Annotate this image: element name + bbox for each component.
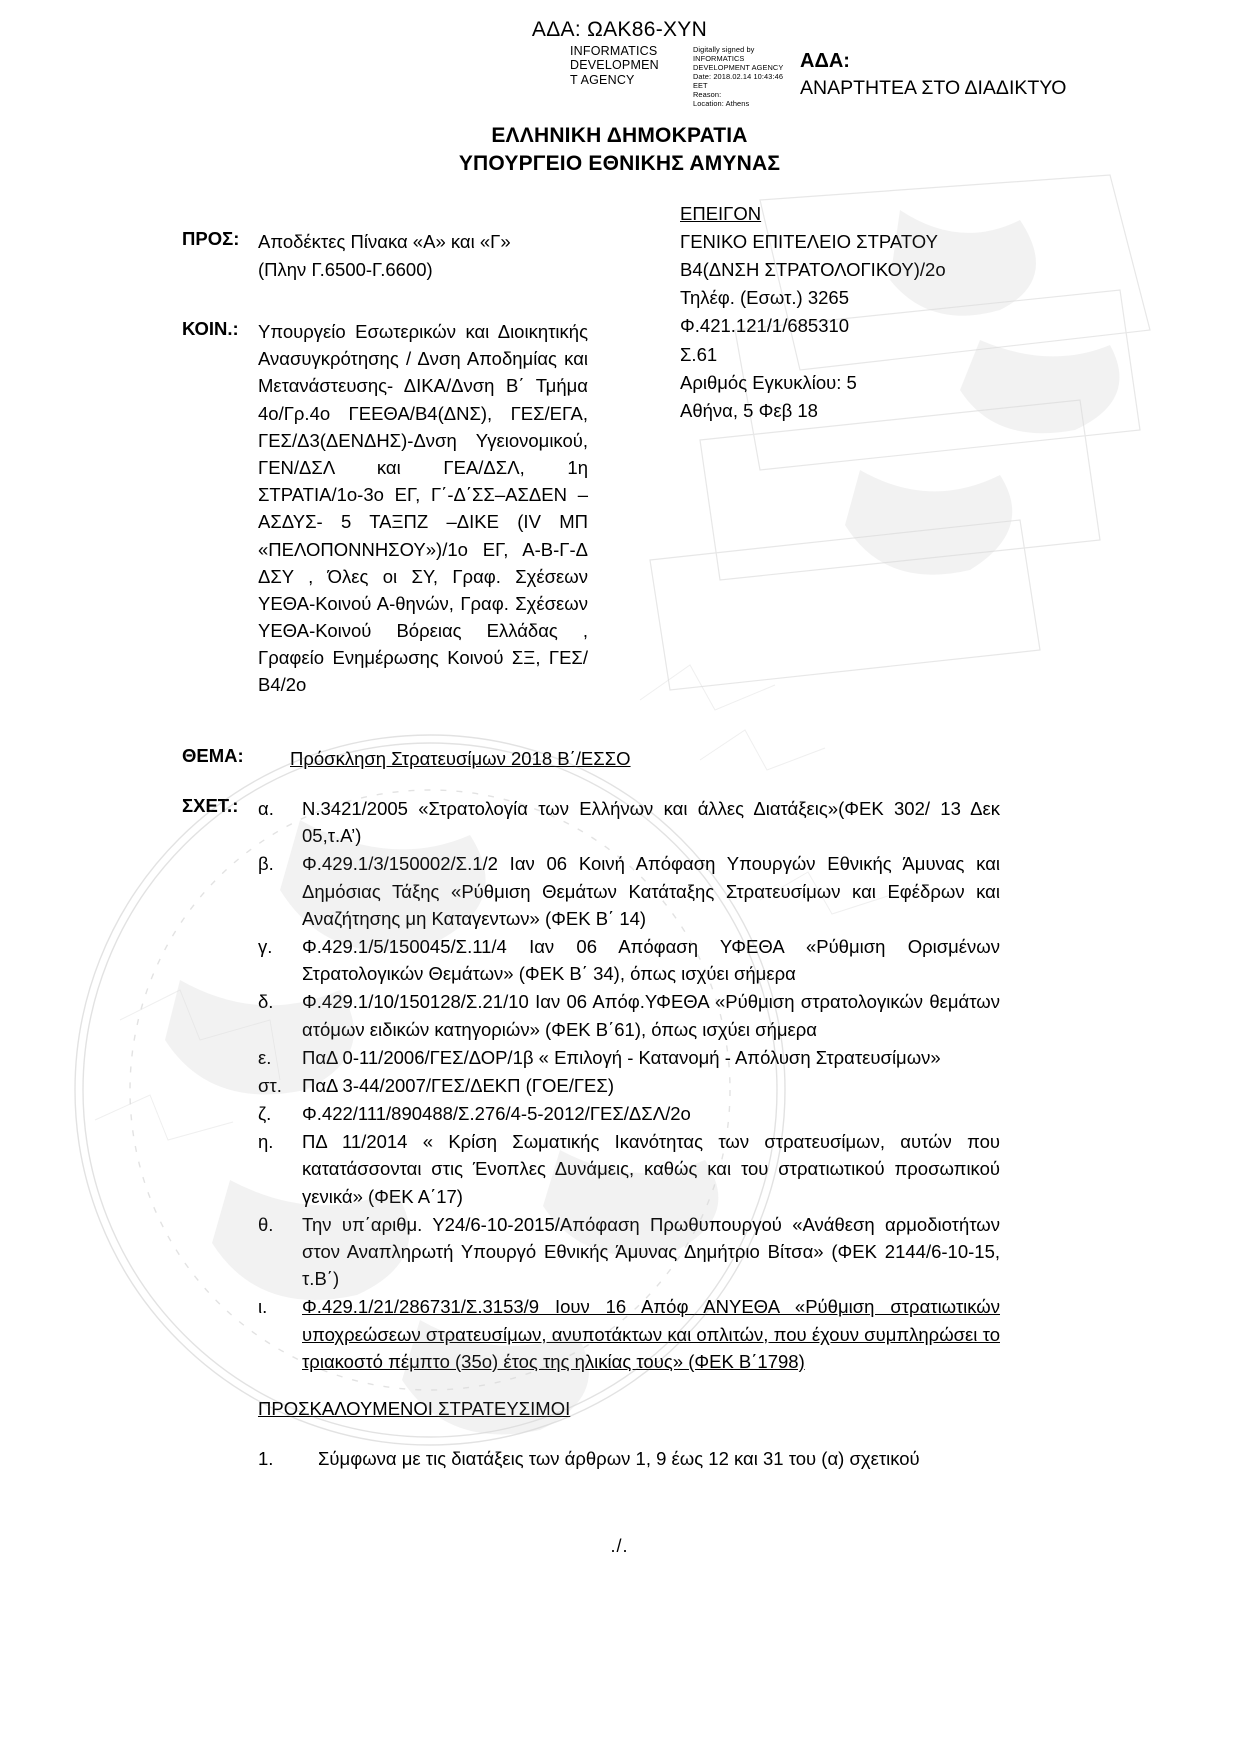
reference-key: η. [258, 1131, 274, 1153]
reference-key: ζ. [258, 1103, 272, 1125]
cc-text: Υπουργείο Εσωτερικών και Διοικητικής Ανασυγκρότησης / Δνση Αποδημίας και Μετανάστευσης- ΔΙΚΑ/Δνση Β΄ Τμήμα 4ο/Γρ.4ο ΓΕΕΘΑ/Β4(ΔΝΣ), ΓΕΣ/ΕΓΑ, ΓΕΣ/Δ3(ΔΕΝΔΗΣ)-Δνση Υγειονομικού, ΓΕΝ/ΔΣΛ και ΓΕΑ/ΔΣΛ, 1η ΣΤΡΑΤΙΑ/1ο-3ο ΕΓ, Γ΄-Δ΄ΣΣ–ΑΣΔΕΝ – ΑΣΔΥΣ- 5 ΤΑΞΠΖ –ΔΙΚΕ (IV ΜΠ «ΠΕΛΟΠΟΝΝΗΣΟΥ»)/1ο ΕΓ, Α-Β-Γ-Δ ΔΣΥ , Όλες οι ΣΥ, Γραφ. Σχέσεων ΥΕΘΑ-Κοινού Α-θηνών, Γραφ. Σχέσεων ΥΕΘΑ-Κοινού Βόρειας Ελλάδας , Γραφείο Ενημέρωσης Κοινού ΣΞ, ΓΕΣ/Β4/2ο [258, 321, 588, 696]
reference-item [258, 988, 1000, 1042]
digital-signature-stamp [570, 44, 820, 108]
ada-status-block [800, 48, 1066, 101]
reference-text: Φ.429.1/3/150002/Σ.1/2 Ιαν 06 Κοινή Απόφαση Υπουργών Εθνικής Άμυνας και Δημόσιας Τάξης «Ρύθμιση Θεμάτων Κατάταξης Στρατευσίμων και Εφέδρων και Αναζήτησης μη Καταγεντων» (ΦΕΚ Β΄ 14) [302, 853, 1000, 929]
page-title-line-1: ΕΛΛΗΝΙΚΗ ΔΗΜΟΚΡΑΤΙΑ [491, 124, 748, 147]
cc-label: ΚΟΙΝ.: [182, 318, 239, 339]
reference-text: Φ.429.1/21/286731/Σ.3153/9 Ιουν 16 Απόφ ΑΝΥΕΘΑ «Ρύθμιση στρατιωτικών υποχρεώσεων στρατευσίμων, ανυποτάκτων και οπλιτών, που έχουν συμπληρώσει το τριακοστό πέμπτο (35ο) έτος της ηλικίας τους» (ΦΕΚ Β΄1798) [302, 1296, 1000, 1372]
signature-details [693, 44, 815, 108]
issue-date: Αθήνα, 5 Φεβ 18 [680, 399, 818, 421]
reference-key: θ. [258, 1213, 274, 1235]
signature-detail-1: Digitally signed by [693, 45, 755, 54]
recipients-line-1: Αποδέκτες Πίνακα «Α» και «Γ» [258, 231, 511, 252]
recipients-text [258, 228, 638, 284]
subject-text: Πρόσκληση Στρατευσίμων 2018 Β΄/ΕΣΣΟ [290, 748, 631, 769]
reference-item [258, 933, 1000, 987]
reference-text: Την υπ΄αριθμ. Υ24/6-10-2015/Απόφαση Πρωθυπουργού «Ανάθεση αρμοδιοτήτων στον Αναπληρωτή Υπουργό Εθνικής Άμυνας Δημήτριο Βίτσα» (ΦΕΚ 2144/6-10-15, τ.Β΄) [302, 1213, 1000, 1290]
paragraph-text: Σύμφωνα με τις διατάξεις των άρθρων 1, 9 έως 12 και 31 του (α) σχετικού [318, 1448, 920, 1469]
references-label: ΣΧΕΤ.: [182, 795, 239, 816]
reference-item [258, 1211, 1000, 1293]
reference-key: γ. [258, 935, 273, 957]
reference-item [258, 1100, 1000, 1127]
reference-text: ΠαΔ 3-44/2007/ΓΕΣ/ΔΕΚΠ (ΓΟΕ/ΓΕΣ) [302, 1074, 614, 1096]
reference-item [258, 1072, 1000, 1099]
issuing-unit-block [680, 200, 946, 425]
signature-org-line-1: INFORMATICS [570, 44, 658, 58]
reference-key: δ. [258, 991, 274, 1013]
signature-org [570, 44, 688, 108]
signature-org-line-2: DEVELOPMEN [570, 58, 659, 73]
ada-label: ΑΔΑ: [800, 50, 850, 72]
signature-detail-2: INFORMATICS [693, 54, 745, 64]
paragraph-number: 1. [258, 1448, 274, 1469]
unit-protocol: Φ.421.121/1/685310 [680, 315, 850, 337]
reference-key: ι. [258, 1296, 268, 1318]
reference-text: ΠαΔ 0-11/2006/ΓΕΣ/ΔΟΡ/1β « Επιλογή - Κατανομή - Απόλυση Στρατευσίμων» [302, 1046, 941, 1068]
urgency-label: ΕΠΕΙΓΟΝ [680, 203, 762, 224]
signature-org-line-3: T AGENCY [570, 72, 635, 87]
reference-item [258, 795, 1000, 849]
recipients-line-2: (Πλην Γ.6500-Γ.6600) [258, 258, 433, 280]
unit-phone: Τηλέφ. (Εσωτ.) 3265 [680, 287, 850, 309]
reference-text: Φ.422/111/890488/Σ.276/4-5-2012/ΓΕΣ/ΔΣΛ/2ο [302, 1103, 691, 1125]
reference-key: στ. [258, 1074, 282, 1096]
page-continuation-mark: ./. [610, 1536, 629, 1556]
unit-line-1: ΓΕΝΙΚΟ ΕΠΙΤΕΛΕΙΟ ΣΤΡΑΤΟΥ [680, 231, 938, 253]
circular-number: Αριθμός Εγκυκλίου: 5 [680, 371, 857, 393]
unit-serial: Σ.61 [680, 343, 718, 365]
reference-item [258, 850, 1000, 932]
reference-key: β. [258, 853, 274, 875]
ada-code: ΑΔΑ: ΩΑΚ86-ΧΥΝ [531, 18, 708, 41]
recipients-label: ΠΡΟΣ: [182, 228, 240, 249]
subject-label: ΘΕΜΑ: [182, 745, 244, 766]
reference-item [258, 1293, 1000, 1375]
reference-key: α. [258, 798, 274, 819]
signature-detail-7: Location: Athens [693, 99, 750, 109]
reference-item [258, 1044, 1000, 1071]
reference-text: ΠΔ 11/2014 « Κρίση Σωματικής Ικανότητας των στρατευσίμων, αυτών που κατατάσσονται στις Ένοπλες Δυνάμεις, καθώς και του στρατιωτικού προσωπικού γενικά» (ΦΕΚ Α΄17) [302, 1131, 1000, 1207]
reference-text: Ν.3421/2005 «Στρατολογία των Ελλήνων και άλλες Διατάξεις»(ΦΕΚ 302/ 13 Δεκ 05,τ.Α’) [302, 798, 1000, 847]
reference-text: Φ.429.1/10/150128/Σ.21/10 Ιαν 06 Απόφ.ΥΦΕΘΑ «Ρύθμιση στρατολογικών θεμάτων ατόμων ειδικών κατηγοριών» (ΦΕΚ Β΄61), όπως ισχύει σήμερα [302, 991, 1000, 1040]
reference-item [258, 1128, 1000, 1210]
signature-detail-3: DEVELOPMENT AGENCY [693, 63, 784, 73]
ada-status-text: ΑΝΑΡΤΗΤΕΑ ΣΤΟ ΔΙΑΔΙΚΤΥΟ [800, 77, 1067, 99]
numbered-paragraph [258, 1448, 1000, 1470]
page-title-line-2: ΥΠΟΥΡΓΕΙΟ ΕΘΝΙΚΗΣ ΑΜΥΝΑΣ [458, 152, 781, 175]
unit-line-2: Β4(ΔΝΣΗ ΣΤΡΑΤΟΛΟΓΙΚΟΥ)/2ο [680, 259, 946, 281]
references-list [258, 795, 1000, 1376]
reference-text: Φ.429.1/5/150045/Σ.11/4 Ιαν 06 Απόφαση ΥΦΕΘΑ «Ρύθμιση Ορισμένων Στρατολογικών Θεμάτων» (ΦΕΚ Β΄ 34), όπως ισχύει σήμερα [302, 935, 1000, 985]
reference-key: ε. [258, 1046, 272, 1068]
signature-detail-6: Reason: [693, 90, 722, 100]
signature-detail-4: Date: 2018.02.14 10:43:46 [693, 72, 784, 82]
section-heading: ΠΡΟΣΚΑΛΟΥΜΕΝΟΙ ΣΤΡΑΤΕΥΣΙΜΟΙ [258, 1398, 571, 1419]
signature-detail-5: EET [693, 81, 708, 91]
